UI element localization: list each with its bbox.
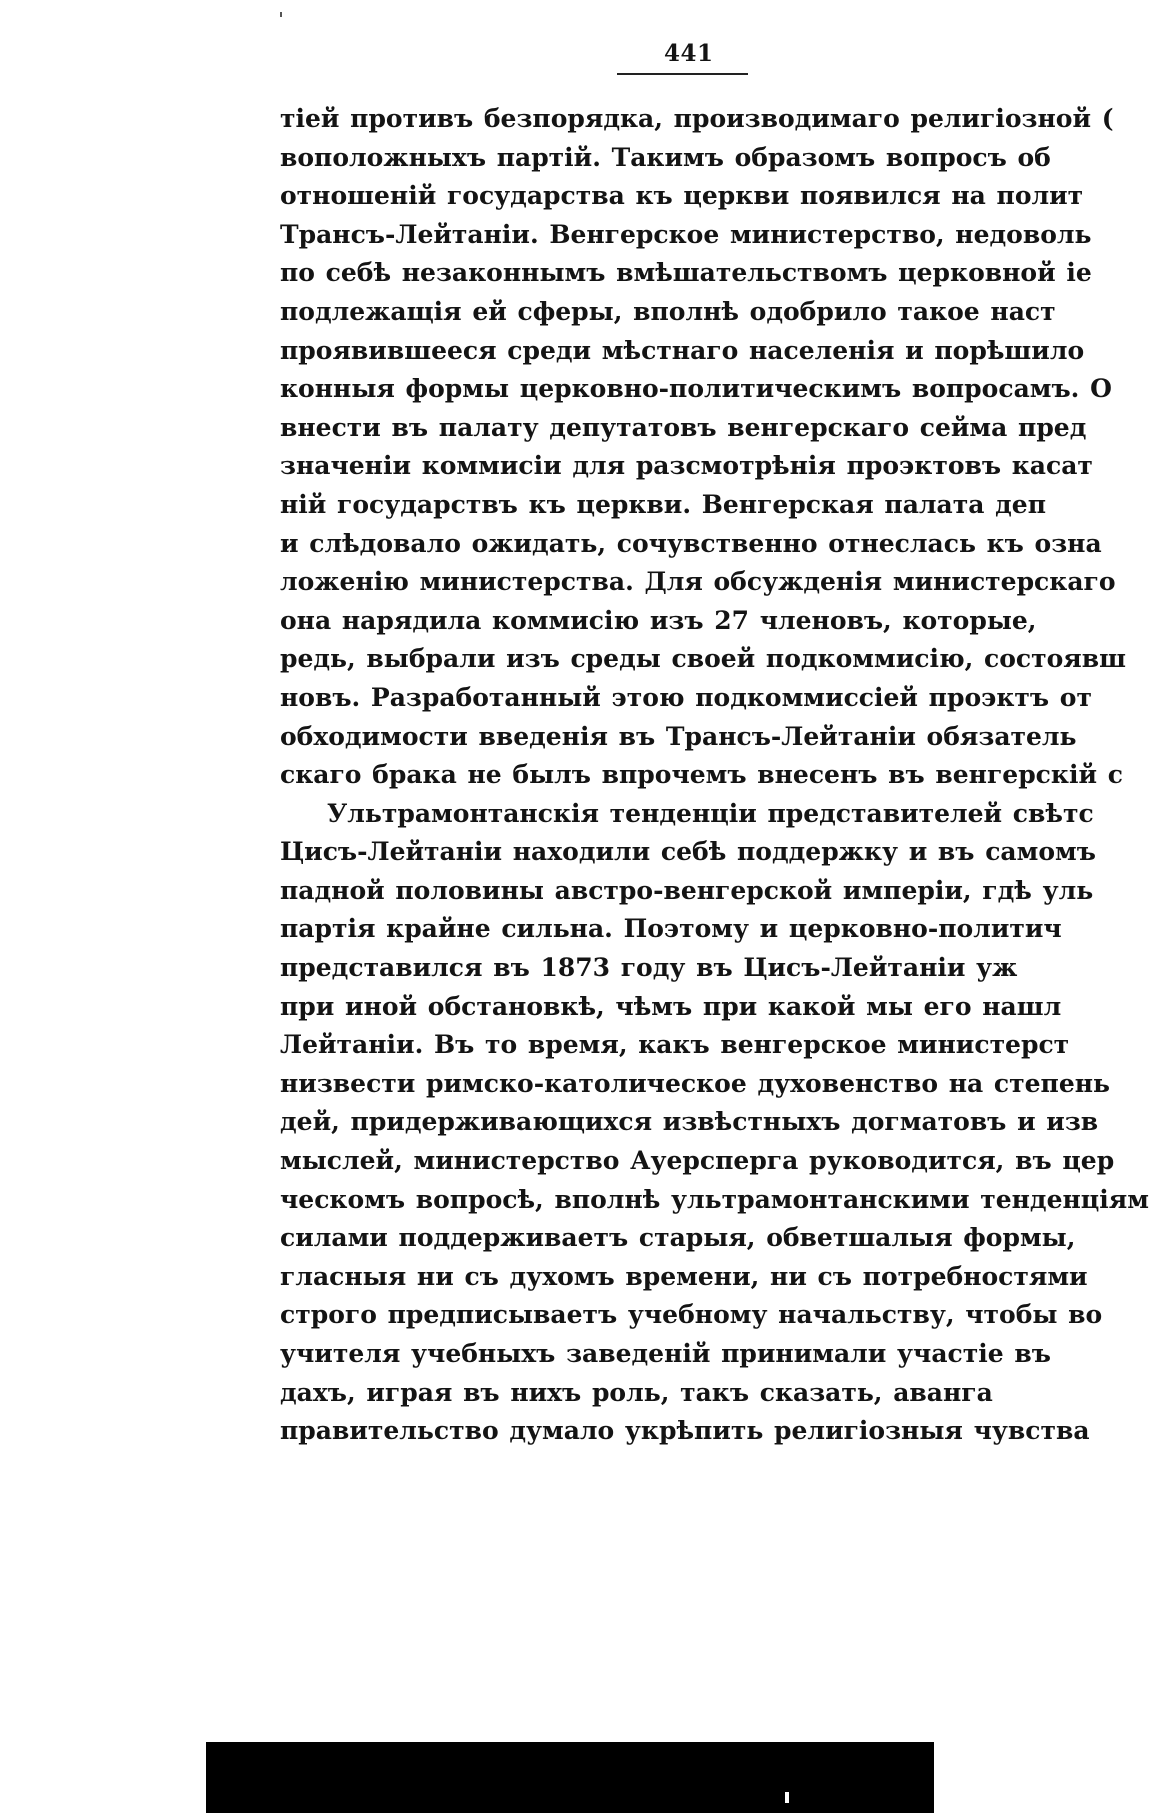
scan-speck bbox=[280, 12, 282, 17]
text-line: гласныя ни съ духомъ времени, ни съ потребностями bbox=[280, 1261, 1088, 1291]
text-line: тіей противъ безпорядка, производимаго религіозной ( bbox=[280, 104, 1114, 133]
text-line: Лейтаніи. Въ то время, какъ венгерское министерст bbox=[280, 1030, 1070, 1060]
text-line: партія крайне сильна. Поэтому и церковно-политич bbox=[280, 914, 1062, 944]
text-line: ложенію министерства. Для обсужденія министерскаго bbox=[280, 567, 1116, 597]
header-rule bbox=[617, 73, 747, 75]
text-line: новъ. Разработанный этою подкоммиссіей проэктъ от bbox=[280, 682, 1092, 712]
text-line: проявившееся среди мѣстнаго населенія и порѣшило bbox=[280, 335, 1085, 365]
body-text bbox=[280, 100, 1149, 1520]
header-rule-dash bbox=[736, 73, 748, 75]
text-line: дахъ, играя въ нихъ роль, такъ сказать, аванга bbox=[280, 1377, 993, 1407]
text-line: по себѣ незаконнымъ вмѣшательствомъ церковной іе bbox=[280, 258, 1092, 288]
text-line: Цисъ-Лейтаніи находили себѣ поддержку и въ самомъ bbox=[280, 837, 1096, 867]
text-line: редь, выбрали изъ среды своей подкоммисію, состоявш bbox=[280, 644, 1127, 674]
text-line: строго предписываетъ учебному начальству, чтобы во bbox=[280, 1300, 1103, 1330]
scan-edge-mark bbox=[785, 1792, 789, 1803]
text-line: и слѣдовало ожидать, сочувственно отнеслась къ озна bbox=[280, 528, 1102, 558]
text-line: падной половины австро-венгерской имперіи, гдѣ уль bbox=[280, 875, 1094, 905]
page-number: 441 bbox=[664, 40, 714, 67]
text-line: низвести римско-католическое духовенство на степень bbox=[280, 1068, 1111, 1098]
text-line: отношеній государства къ церкви появился на полит bbox=[280, 181, 1084, 211]
text-line: мыслей, министерство Ауерсперга руководится, въ цер bbox=[280, 1146, 1115, 1176]
text-line: представился въ 1873 году въ Цисъ-Лейтаніи уж bbox=[280, 953, 1018, 983]
text-line: конныя формы церковно-политическимъ вопросамъ. О bbox=[280, 374, 1112, 404]
text-line: ческомъ вопросѣ, вполнѣ ультрамонтанскими тенденціям bbox=[280, 1184, 1149, 1214]
text-line: Ультрамонтанскія тенденціи представителей свѣтс bbox=[327, 798, 1094, 828]
text-line: воположныхъ партій. Такимъ образомъ вопросъ об bbox=[280, 142, 1051, 172]
text-line: внести въ палату депутатовъ венгерскаго сейма пред bbox=[280, 412, 1087, 442]
text-line: силами поддерживаетъ старыя, обветшалыя формы, bbox=[280, 1223, 1076, 1253]
text-line: скаго брака не былъ впрочемъ внесенъ въ венгерскій с bbox=[280, 760, 1123, 790]
text-line: Трансъ-Лейтаніи. Венгерское министерство, недоволь bbox=[280, 219, 1092, 249]
text-line: ній государствъ къ церкви. Венгерская палата деп bbox=[280, 489, 1047, 519]
text-line: при иной обстановкѣ, чѣмъ при какой мы его нашл bbox=[280, 991, 1062, 1021]
text-line: подлежащія ей сферы, вполнѣ одобрило такое наст bbox=[280, 296, 1056, 326]
text-line: обходимости введенія въ Трансъ-Лейтаніи обязатель bbox=[280, 721, 1077, 751]
text-line: правительство думало укрѣпить религіозныя чувства bbox=[280, 1416, 1090, 1446]
text-line: учителя учебныхъ заведеній принимали участіе въ bbox=[280, 1339, 1051, 1368]
text-line: она нарядила коммисію изъ 27 членовъ, которые, bbox=[280, 605, 1037, 635]
text-line: значеніи коммисіи для разсмотрѣнія проэктовъ касат bbox=[280, 451, 1093, 481]
text-line: дей, придерживающихся извѣстныхъ догматовъ и изв bbox=[280, 1107, 1099, 1137]
scan-edge-bar bbox=[206, 1742, 934, 1813]
